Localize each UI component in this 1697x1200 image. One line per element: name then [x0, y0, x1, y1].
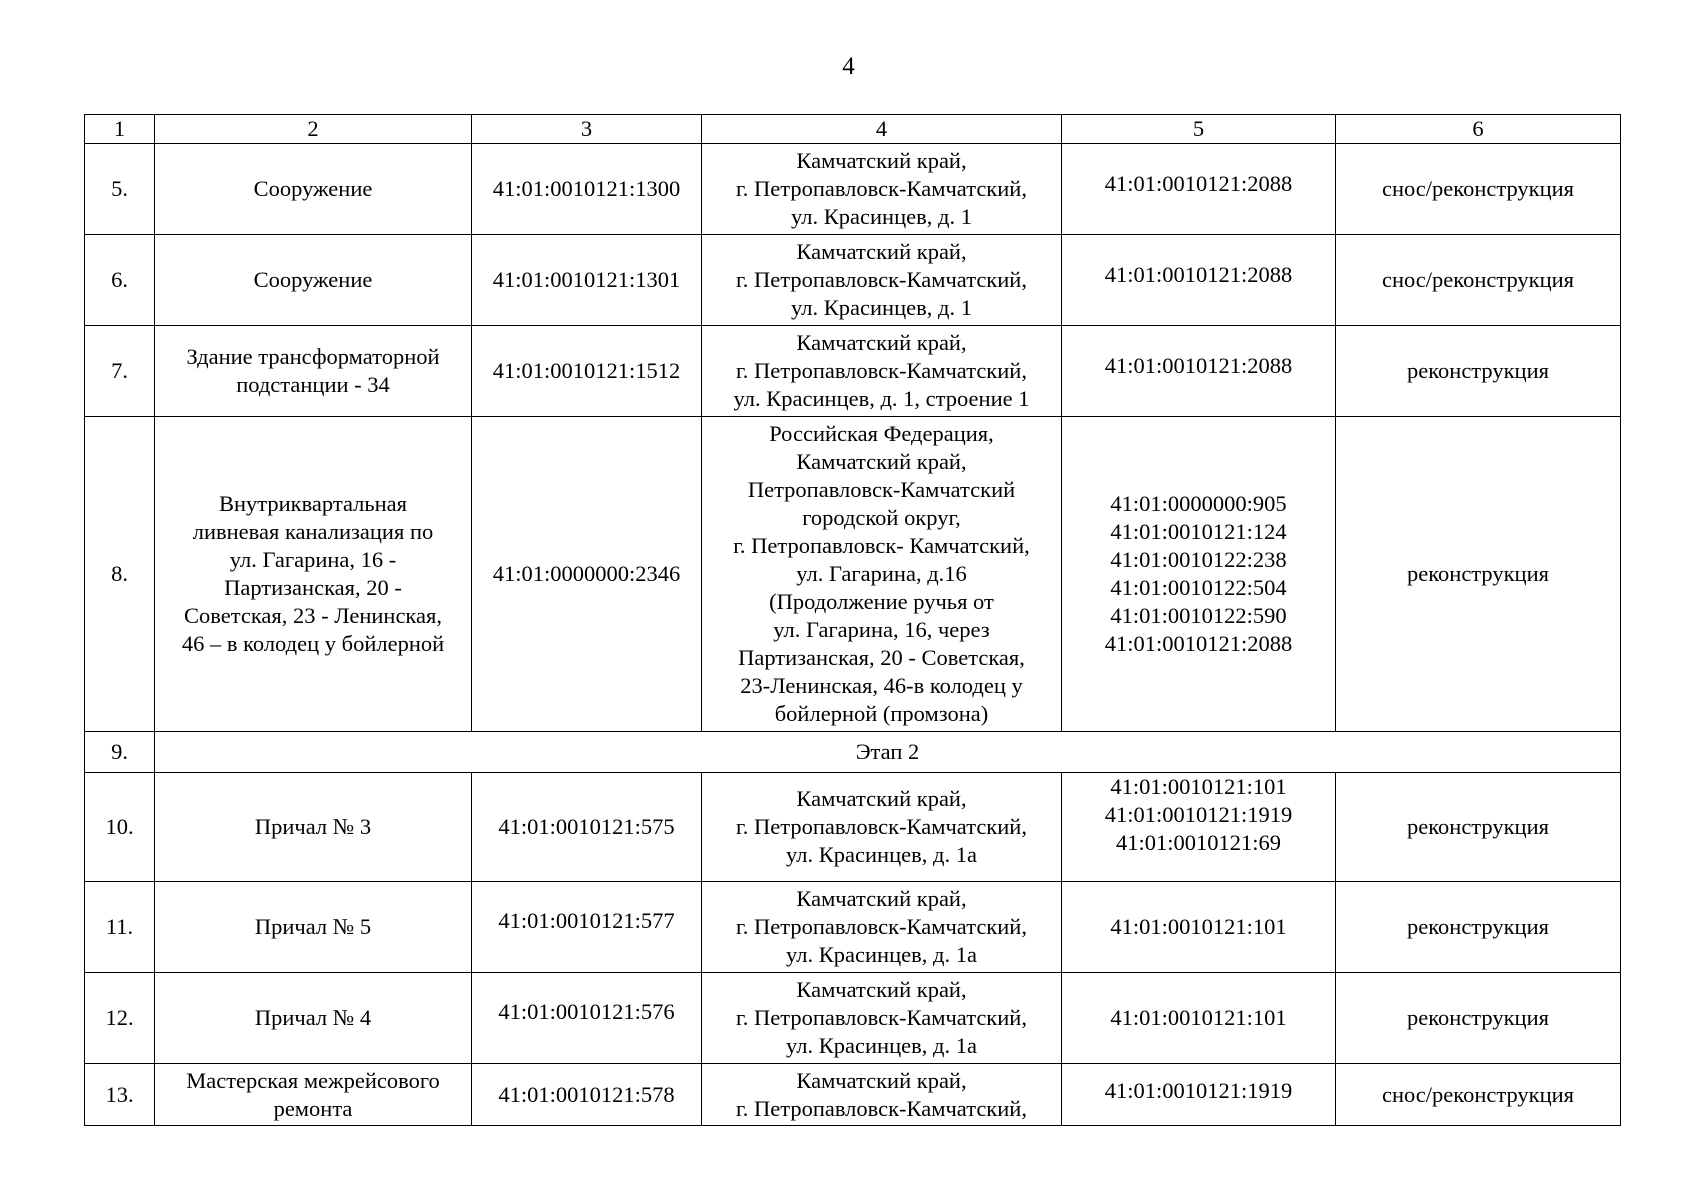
object-address: Камчатский край, г. Петропавловск-Камчатский, ул. Красинцев, д. 1	[702, 235, 1062, 326]
cadastral-number: 41:01:0010121:578	[472, 1064, 702, 1126]
object-name: Сооружение	[155, 235, 472, 326]
land-cadastral-numbers: 41:01:0010121:101	[1062, 973, 1336, 1064]
cadastral-number: 41:01:0010121:576	[472, 973, 702, 1064]
object-name: Мастерская межрейсового ремонта	[155, 1064, 472, 1126]
planned-action: реконструкция	[1336, 773, 1621, 882]
table-row	[85, 144, 1621, 235]
object-address: Камчатский край, г. Петропавловск-Камчатский, ул. Красинцев, д. 1	[702, 144, 1062, 235]
land-cadastral-numbers: 41:01:0010121:2088	[1062, 326, 1336, 417]
stage-row	[85, 732, 1621, 773]
planned-action: реконструкция	[1336, 882, 1621, 973]
planned-action: снос/реконструкция	[1336, 1064, 1621, 1126]
row-number: 11.	[85, 882, 155, 973]
row-number: 10.	[85, 773, 155, 882]
land-cadastral-numbers: 41:01:0010121:2088	[1062, 144, 1336, 235]
column-number-1: 1	[85, 115, 155, 144]
row-number: 12.	[85, 973, 155, 1064]
object-address: Камчатский край, г. Петропавловск-Камчатский,	[702, 1064, 1062, 1126]
row-number: 6.	[85, 235, 155, 326]
land-cadastral-numbers: 41:01:0000000:905 41:01:0010121:124 41:01:0010122:238 41:01:0010122:504 41:01:0010122:590 41:01:0010121:2088	[1062, 417, 1336, 732]
column-number-2: 2	[155, 115, 472, 144]
planned-action: реконструкция	[1336, 326, 1621, 417]
object-address: Российская Федерация, Камчатский край, Петропавловск-Камчатский городской округ, г. Петропавловск- Камчатский, ул. Гагарина, д.16 (Продолжение ручья от ул. Гагарина, 16, через Партизанская, 20 - Советская, 23-Ленинская, 46-в колодец у бойлерной (промзона)	[702, 417, 1062, 732]
cadastral-number: 41:01:0010121:1512	[472, 326, 702, 417]
table-row	[85, 973, 1621, 1064]
cadastral-number: 41:01:0000000:2346	[472, 417, 702, 732]
row-number: 8.	[85, 417, 155, 732]
page-number: 4	[842, 53, 855, 80]
row-number: 13.	[85, 1064, 155, 1126]
table-row	[85, 326, 1621, 417]
land-cadastral-numbers: 41:01:0010121:101	[1062, 882, 1336, 973]
planned-action: снос/реконструкция	[1336, 144, 1621, 235]
row-number: 9.	[85, 732, 155, 773]
object-address: Камчатский край, г. Петропавловск-Камчатский, ул. Красинцев, д. 1а	[702, 773, 1062, 882]
table-row	[85, 235, 1621, 326]
column-number-6: 6	[1336, 115, 1621, 144]
planned-action: снос/реконструкция	[1336, 235, 1621, 326]
land-cadastral-numbers: 41:01:0010121:1919	[1062, 1064, 1336, 1126]
object-address: Камчатский край, г. Петропавловск-Камчатский, ул. Красинцев, д. 1а	[702, 882, 1062, 973]
object-address: Камчатский край, г. Петропавловск-Камчатский, ул. Красинцев, д. 1а	[702, 973, 1062, 1064]
stage-label: Этап 2	[155, 732, 1621, 773]
planned-action: реконструкция	[1336, 417, 1621, 732]
row-number: 7.	[85, 326, 155, 417]
cadastral-number: 41:01:0010121:575	[472, 773, 702, 882]
table-header-row	[85, 115, 1621, 144]
column-number-4: 4	[702, 115, 1062, 144]
object-name: Внутриквартальная ливневая канализация по ул. Гагарина, 16 - Партизанская, 20 - Советская, 23 - Ленинская, 46 – в колодец у бойлерной	[155, 417, 472, 732]
column-number-5: 5	[1062, 115, 1336, 144]
column-number-3: 3	[472, 115, 702, 144]
table-row	[85, 1064, 1621, 1126]
cadastral-number: 41:01:0010121:1301	[472, 235, 702, 326]
object-name: Причал № 3	[155, 773, 472, 882]
land-cadastral-numbers: 41:01:0010121:101 41:01:0010121:1919 41:01:0010121:69	[1062, 773, 1336, 882]
land-cadastral-numbers: 41:01:0010121:2088	[1062, 235, 1336, 326]
table-row	[85, 417, 1621, 732]
planned-action: реконструкция	[1336, 973, 1621, 1064]
object-name: Сооружение	[155, 144, 472, 235]
object-address: Камчатский край, г. Петропавловск-Камчатский, ул. Красинцев, д. 1, строение 1	[702, 326, 1062, 417]
objects-table	[84, 114, 1621, 1126]
cadastral-number: 41:01:0010121:577	[472, 882, 702, 973]
object-name: Здание трансформаторной подстанции - 34	[155, 326, 472, 417]
row-number: 5.	[85, 144, 155, 235]
table-row	[85, 773, 1621, 882]
object-name: Причал № 5	[155, 882, 472, 973]
table-row	[85, 882, 1621, 973]
cadastral-number: 41:01:0010121:1300	[472, 144, 702, 235]
object-name: Причал № 4	[155, 973, 472, 1064]
